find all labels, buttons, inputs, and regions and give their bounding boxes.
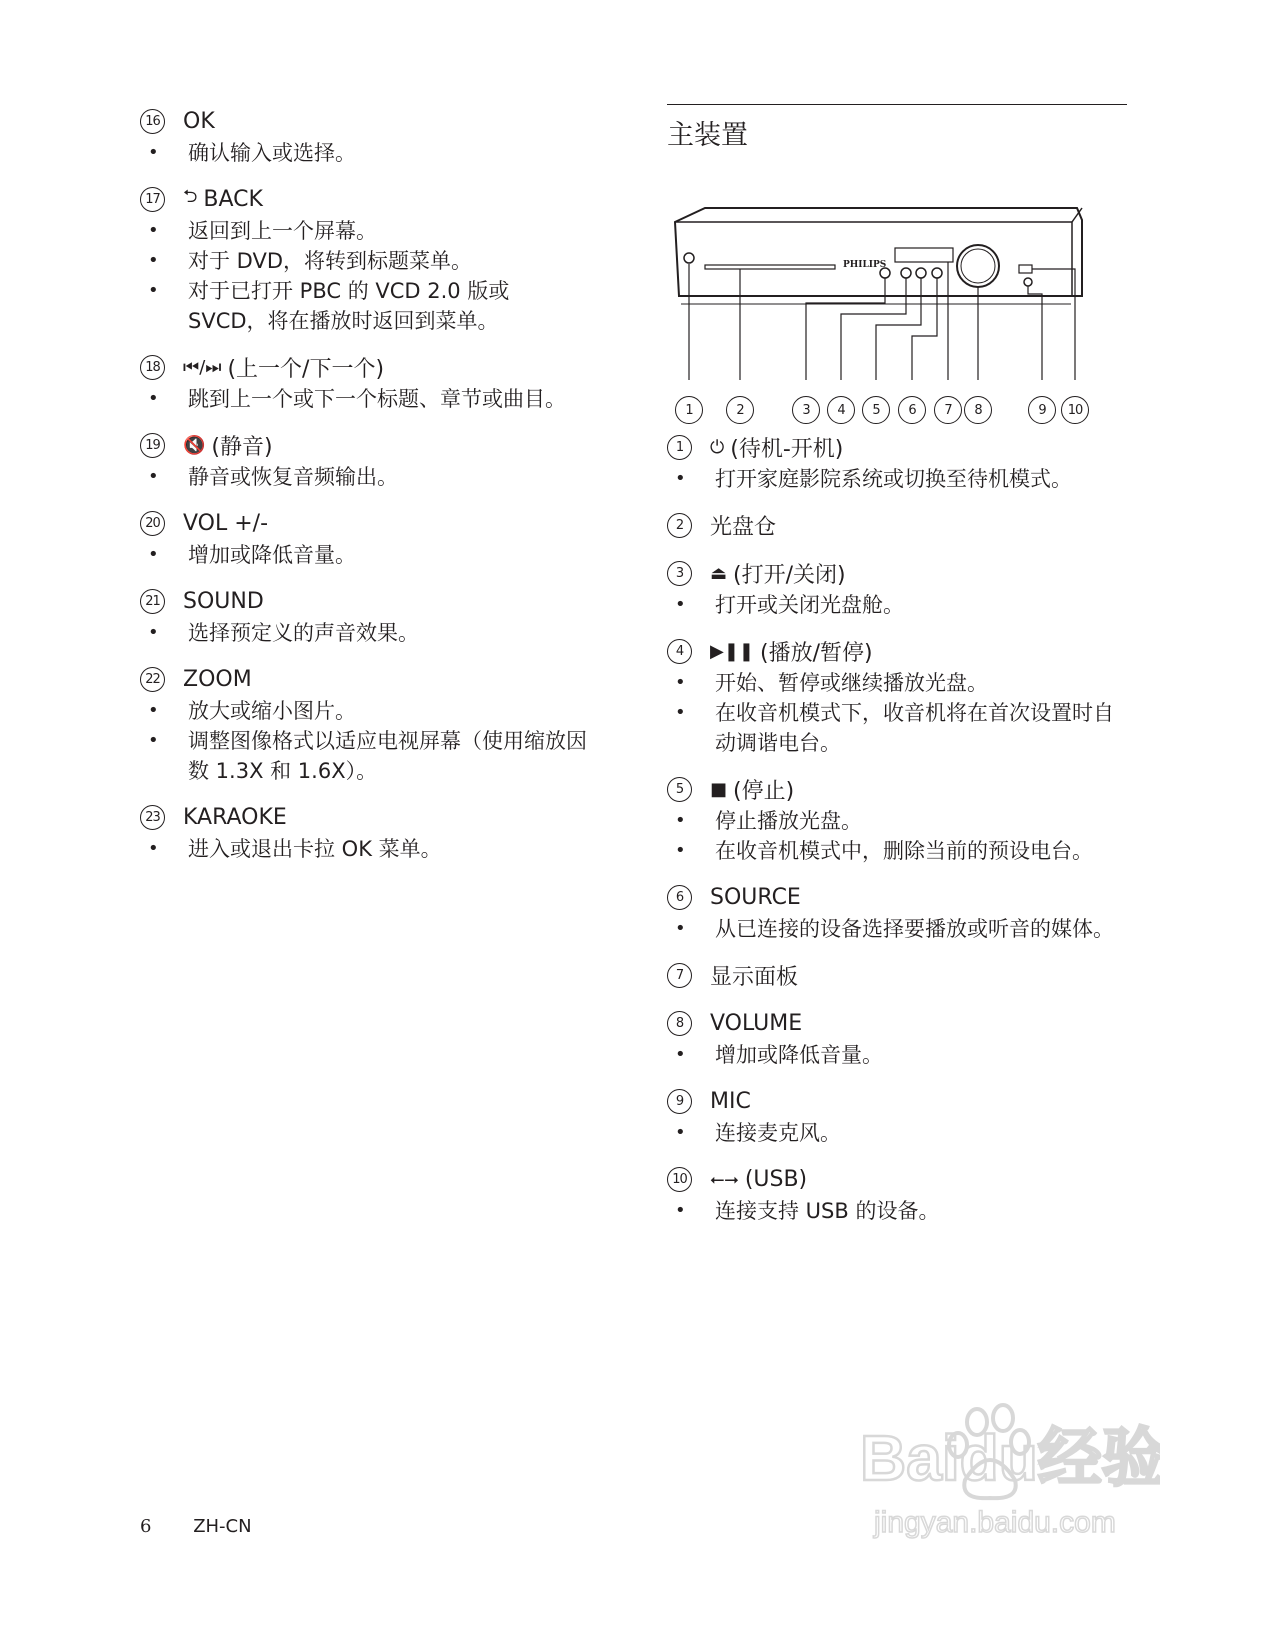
item-title: ZOOM [183, 666, 252, 692]
bullet-list [140, 216, 590, 336]
item-heading [667, 1162, 1127, 1196]
control-icon: ⏮/⏭ [183, 356, 222, 378]
circled-number: 23 [140, 805, 165, 830]
item-heading [667, 634, 1127, 668]
list-item [667, 1084, 1127, 1148]
language-code: ZH-CN [193, 1516, 252, 1537]
item-heading [667, 508, 1127, 542]
baidu-watermark [860, 1400, 1160, 1560]
callout-number: 9 [1028, 396, 1056, 424]
control-icon: 🔇 [183, 434, 206, 456]
item-heading [140, 800, 590, 834]
watermark-url: jingyan.baidu.com [874, 1506, 1116, 1539]
circled-number: 10 [667, 1167, 692, 1192]
list-item [667, 772, 1127, 866]
bullet-item: • 在收音机模式中，删除当前的预设电台。 [667, 836, 1127, 866]
item-title: (上一个/下一个) [227, 356, 385, 382]
item-heading [140, 662, 590, 696]
item-heading [667, 880, 1127, 914]
circled-number: 4 [667, 639, 692, 664]
list-item [140, 350, 590, 414]
item-title: BACK [203, 186, 263, 212]
circled-number: 18 [140, 355, 165, 380]
page-footer [140, 1516, 252, 1537]
list-item [140, 506, 590, 570]
item-heading [140, 182, 590, 216]
list-item [667, 1162, 1127, 1226]
list-item [667, 634, 1127, 758]
right-items [667, 430, 1127, 1226]
right-column [667, 104, 1127, 1240]
bullet-list [667, 914, 1127, 944]
baidu-paw-logo [860, 1400, 1160, 1560]
item-title: KARAOKE [183, 804, 287, 830]
bullet-item: • 停止播放光盘。 [667, 806, 1127, 836]
list-item [667, 880, 1127, 944]
bullet-item: • 打开家庭影院系统或切换至待机模式。 [667, 464, 1127, 494]
watermark-brand: Baidu经验 [860, 1422, 1160, 1494]
bullet-item: • 增加或降低音量。 [667, 1040, 1127, 1070]
item-title: (打开/关闭) [733, 562, 846, 588]
bullet-item: • 连接麦克风。 [667, 1118, 1127, 1148]
bullet-item: • 在收音机模式下，收音机将在首次设置时自动调谐电台。 [667, 698, 1127, 758]
circled-number: 17 [140, 187, 165, 212]
control-icon: ⏏ [710, 562, 728, 584]
list-item [140, 800, 590, 864]
item-title: (停止) [733, 778, 795, 804]
circled-number: 8 [667, 1011, 692, 1036]
item-title: VOL +/- [183, 510, 269, 536]
list-item [140, 182, 590, 336]
bullet-item: • 对于已打开 PBC 的 VCD 2.0 版或 SVCD，将在播放时返回到菜单。 [140, 276, 590, 336]
circled-number: 16 [140, 109, 165, 134]
bullet-item: • 进入或退出卡拉 OK 菜单。 [140, 834, 590, 864]
bullet-item: • 打开或关闭光盘舱。 [667, 590, 1127, 620]
bullet-item: • 对于 DVD，将转到标题菜单。 [140, 246, 590, 276]
callout-number: 2 [726, 396, 754, 424]
bullet-list [140, 138, 590, 168]
bullet-list [667, 1118, 1127, 1148]
bullet-list [140, 462, 590, 492]
list-item [140, 104, 590, 168]
bullet-item: • 调整图像格式以适应电视屏幕（使用缩放因数 1.3X 和 1.6X）。 [140, 726, 590, 786]
bullet-item: • 增加或降低音量。 [140, 540, 590, 570]
circled-number: 1 [667, 435, 692, 460]
control-icon: ▶❚❚ [710, 640, 755, 662]
item-title: (静音) [211, 434, 273, 460]
callout-number: 10 [1061, 396, 1089, 424]
list-item [667, 556, 1127, 620]
control-icon: ⭠⭢ [710, 1168, 739, 1190]
callout-number: 5 [862, 396, 890, 424]
item-title: (播放/暂停) [760, 640, 873, 666]
circled-number: 9 [667, 1089, 692, 1114]
item-heading [140, 506, 590, 540]
circled-number: 20 [140, 511, 165, 536]
bullet-list [140, 540, 590, 570]
callout-number: 8 [964, 396, 992, 424]
bullet-item: • 返回到上一个屏幕。 [140, 216, 590, 246]
item-title: SOUND [183, 588, 264, 614]
list-item [667, 508, 1127, 542]
item-heading [667, 556, 1127, 590]
callout-number: 1 [675, 396, 703, 424]
bullet-list [667, 590, 1127, 620]
bullet-list [667, 668, 1127, 758]
item-heading [667, 772, 1127, 806]
page-number: 6 [140, 1516, 152, 1537]
callout-row [667, 396, 1107, 426]
item-heading [667, 430, 1127, 464]
item-title: SOURCE [710, 884, 801, 910]
circled-number: 19 [140, 433, 165, 458]
bullet-list [667, 1196, 1127, 1226]
bullet-list [667, 806, 1127, 866]
item-heading [140, 584, 590, 618]
list-item [667, 958, 1127, 992]
list-item [140, 584, 590, 648]
item-title: 光盘仓 [710, 514, 777, 540]
callout-number: 4 [827, 396, 855, 424]
bullet-item: • 从已连接的设备选择要播放或听音的媒体。 [667, 914, 1127, 944]
bullet-list [667, 1040, 1127, 1070]
item-heading [140, 104, 590, 138]
device-illustration [667, 174, 1107, 384]
circled-number: 3 [667, 561, 692, 586]
control-icon: ■ [710, 778, 728, 800]
circled-number: 6 [667, 885, 692, 910]
circled-number: 22 [140, 667, 165, 692]
circled-number: 5 [667, 777, 692, 802]
callout-number: 3 [792, 396, 820, 424]
brand-logo: PHILIPS [843, 260, 887, 270]
control-icon: ⮌ [183, 186, 198, 207]
bullet-item: • 确认输入或选择。 [140, 138, 590, 168]
item-heading [140, 428, 590, 462]
bullet-item: • 选择预定义的声音效果。 [140, 618, 590, 648]
bullet-item: • 连接支持 USB 的设备。 [667, 1196, 1127, 1226]
item-title: (待机-开机) [730, 436, 844, 462]
item-title: MIC [710, 1088, 751, 1114]
callout-number: 6 [898, 396, 926, 424]
bullet-list [140, 696, 590, 786]
control-icon: ⏻ [710, 436, 725, 458]
section-title: 主装置 [667, 120, 748, 151]
item-title: OK [183, 108, 215, 134]
bullet-list [140, 384, 590, 414]
item-title: 显示面板 [710, 964, 799, 990]
callout-number: 7 [934, 396, 962, 424]
left-column [140, 104, 590, 878]
section-rule [667, 104, 1127, 105]
bullet-list [667, 464, 1127, 494]
bullet-item: • 开始、暂停或继续播放光盘。 [667, 668, 1127, 698]
item-heading [667, 1084, 1127, 1118]
device-diagram [667, 174, 1107, 418]
item-heading [140, 350, 590, 384]
list-item [667, 1006, 1127, 1070]
bullet-list [140, 834, 590, 864]
item-title: (USB) [744, 1166, 808, 1192]
bullet-item: • 跳到上一个或下一个标题、章节或曲目。 [140, 384, 590, 414]
circled-number: 21 [140, 589, 165, 614]
bullet-item: • 放大或缩小图片。 [140, 696, 590, 726]
list-item [140, 662, 590, 786]
bullet-item: • 静音或恢复音频输出。 [140, 462, 590, 492]
circled-number: 7 [667, 963, 692, 988]
item-heading [667, 1006, 1127, 1040]
circled-number: 2 [667, 513, 692, 538]
list-item [140, 428, 590, 492]
list-item [667, 430, 1127, 494]
item-title: VOLUME [710, 1010, 803, 1036]
item-heading [667, 958, 1127, 992]
bullet-list [140, 618, 590, 648]
